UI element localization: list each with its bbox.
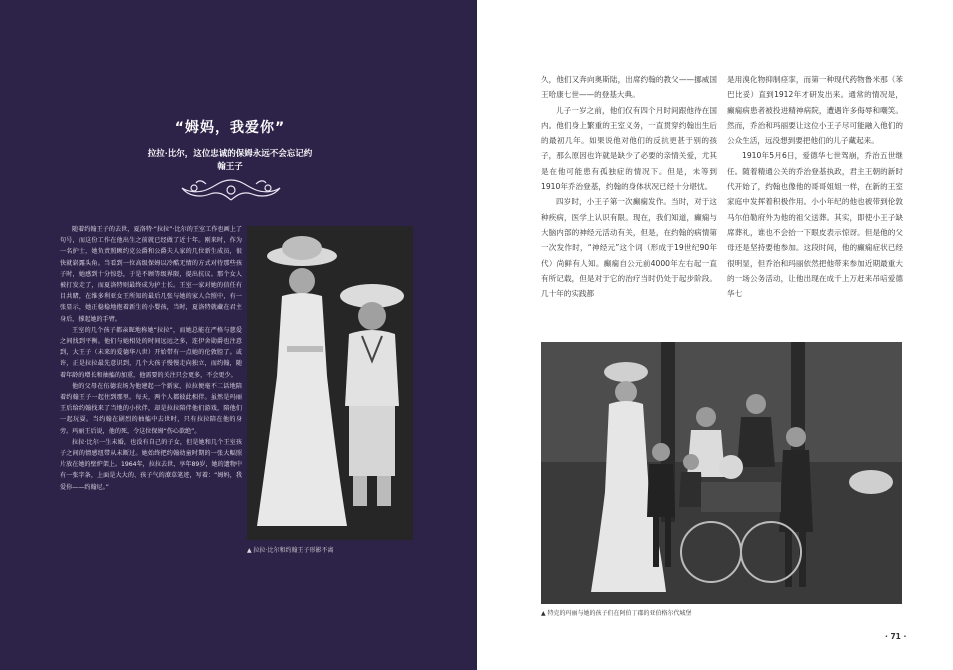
photo-caption-right — [541, 608, 841, 617]
body-paragraph: 是用溴化物抑制痉挛，而第一种现代药物鲁米那（苯巴比妥）直到1912年才研发出来。通常的情况是，癫痫病患者被投进精神病院，遭遇许多侮辱和嘲笑。然而，乔治和玛丽要让这位小王子尽可能融入他们的公众生活，远没想到要把他们的儿子藏起来。 — [727, 75, 903, 146]
photo-mary-and-children-illustration — [541, 342, 902, 604]
sidebar-paragraph: 拉拉·比尔一生未婚，也没有自己的子女，但是她和几个王室孩子之间的情感纽带从未断过。她始终把约翰幼童时期的一张大幅照片放在她的壁炉架上。1964年，拉拉去世，享年89岁，她的遗物中有一张字条，上面是大大的、孩子气的潦草笔迹，写着：“姆妈，我爱你——约翰尼。” — [60, 438, 242, 491]
photo-mary-and-children — [541, 342, 902, 604]
ornament-divider — [176, 176, 286, 204]
sidebar-paragraph: 随着约翰王子的去世，夏洛特·“拉拉”·比尔的王室工作也画上了句号，而这份工作在他出生之前就已经做了近十年。刚来时，作为一名护士，她负责照顾约克公爵和公爵夫人家的几位新生成员，很快就崭露头角。当看到一位高级保姆以冷酷无情的方式对待那些孩子时，她感到十分惊恐，于是不顾等级界限，提出抗议。那个女人被打发走了，而夏洛特则最终成为护士长。王室一家对她的信任有目共睹，在维多利亚女王所知的最后几张与她的家人合照中，有一张显示，她正稳稳地抱着新生的小婴孩，当时，夏洛特就藏在君主身后，撑起她的手臂。 — [60, 226, 242, 323]
photo-lala-and-john — [247, 226, 413, 540]
subtitle-line-2: 翰王子 — [217, 162, 243, 172]
text-column-right — [727, 72, 903, 301]
sidebar-subtitle — [100, 148, 360, 174]
sidebar-paragraph: 王室的几个孩子都亲昵地称她“拉拉”，而她总能在严格与慈爱之间找到平衡。他们与她相处的时间远远之多，连伊舍勋爵也注意到，大王子（未来的爱德华八世）开始带有一点她的伦敦腔了。或许，正是拉拉最先意识到，几个大孩子慢慢走向独立，而约翰，随着年龄的增长和抽搐的加重，他需要的关注只会更多，不会更少。 — [60, 326, 242, 379]
caption-triangle-icon: ▲ — [541, 610, 546, 617]
photo-lala-and-john-illustration — [247, 226, 413, 540]
body-paragraph: 四岁时，小王子第一次癫痫发作。当时，对于这种疾病，医学上认识有限。现在，我们知道，癫痫与大脑内部的神经元活动有关，但是，在约翰的病情第一次发作时，“神经元”这个词（形成于19世纪90年代）尚鲜有人知。癫痫自公元前4000年左右起一直有所记载，但是对于它的治疗当时仍处于起步阶段。几十年的实践都 — [541, 197, 717, 299]
sidebar-paragraph: 他的父母在伍德农场为他建起一个新家，拉拉便毫不二话地陪着约翰王子一起住到那里。每天，两个人都彼此相伴。虽然是玛丽王后给约翰找来了当地的小伙伴，却是拉拉陪伴他们游戏，陪他们一起玩耍。当约翰在剧烈的抽搐中去世时，只有拉拉陪在他的身旁。玛丽王后说，他的死，令这位保姆“伤心欲绝”。 — [60, 382, 242, 435]
text-column-left — [541, 72, 717, 301]
right-page — [477, 0, 953, 670]
caption-text: 特克的玛丽与她的孩子们在阿伯丁郡的亚伯格尔代城堡 — [547, 610, 692, 617]
caption-text: 拉拉·比尔和约翰王子形影不离 — [253, 547, 334, 554]
subtitle-line-1: 拉拉·比尔，这位忠诚的保姆永远不会忘记约 — [147, 149, 313, 159]
sidebar-body — [60, 224, 242, 493]
page-number: · 71 · — [885, 632, 907, 641]
body-paragraph: 1910年5月6日，爱德华七世驾崩，乔治五世继任。随着精通公关的乔治登基执政，君主王朝的新时代开始了，约翰也像他的哥哥姐姐一样，在新的王室家庭中发挥着积极作用。小小年纪的他也被带到伦敦马尔伯勒府外为他的祖父送葬。其实，即使小王子缺席葬礼，谁也不会抬一下眼皮表示惊讶。但是他的父母还是坚持要他参加。这段时间，他的癫痫症状已经很明显，但乔治和玛丽依然把他带来参加近期最重大的一场公务活动，让他出现在成千上万赶来吊唁爱德华七 — [727, 151, 903, 299]
photo-caption-left — [247, 545, 447, 554]
sidebar-title: “姆妈，我爱你” — [174, 120, 286, 136]
body-paragraph: 久，他们又奔向奥斯陆，出席约翰的教父——挪威国王哈康七世——的登基大典。 — [541, 75, 717, 100]
caption-triangle-icon: ▲ — [247, 547, 252, 554]
body-paragraph: 儿子一岁之前，他们仅有四个月时间跟他待在国内。他们身上繁重的王室义务，一直贯穿约翰出生后的最初几年。如果说他对他们的反抗更甚于别的孩子，那么原因也许就是缺少了必要的亲情关爱，尤其是在他可能患有孤独症的情况下。但是，未等到1910年乔治登基，约翰的身体状况已经十分堪忧。 — [541, 105, 717, 192]
